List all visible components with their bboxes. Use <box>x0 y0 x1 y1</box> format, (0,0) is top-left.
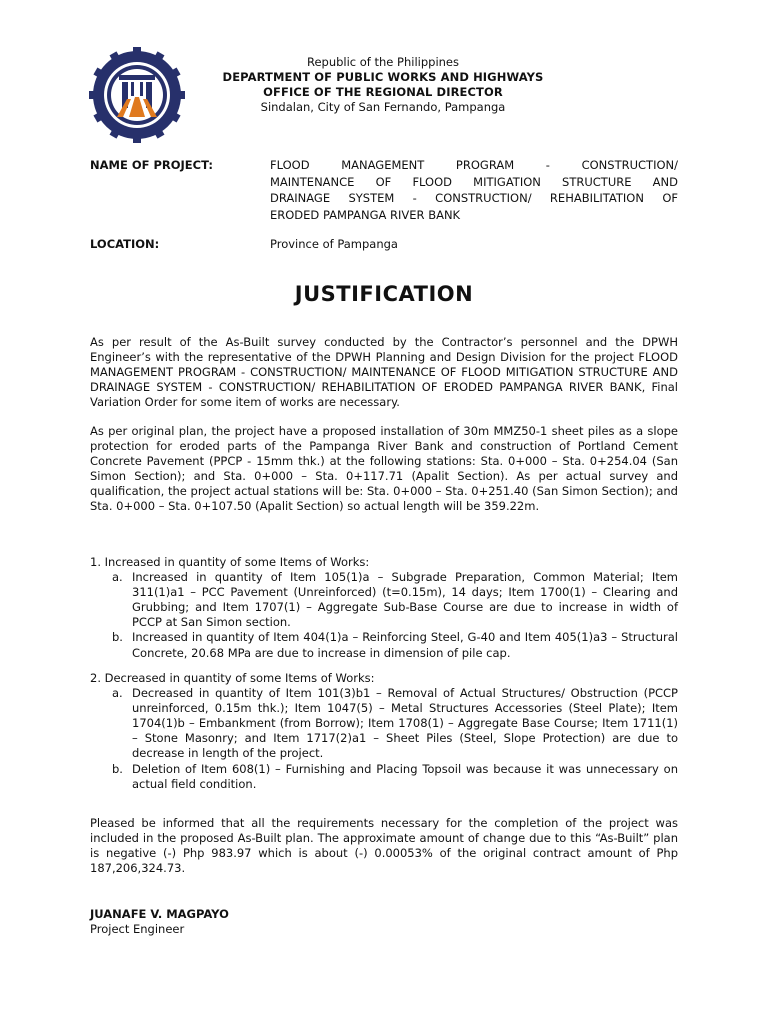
list-marker: b. <box>112 761 123 776</box>
list-marker: a. <box>112 570 123 585</box>
project-name-line: ERODED PAMPANGA RIVER BANK <box>270 207 461 222</box>
list-item <box>90 570 678 630</box>
list-item-text: Deletion of Item 608(1) – Furnishing and Placing Topsoil was because it was unnecessary on actual field condition. <box>132 761 678 791</box>
paragraph-conclusion: Pleased be informed that all the requirements necessary for the completion of the project was included in the proposed As-Built plan. The approximate amount of change due to this “As-Built” plan is negative (-) Php 983.97 which is about (-) 0.00053% of the original contract amount of Php 187,206,324.73. <box>90 816 678 876</box>
letterhead <box>190 55 576 115</box>
project-name-value <box>270 157 678 223</box>
location-label: LOCATION: <box>90 237 160 251</box>
list-item <box>90 630 678 660</box>
project-name-line: MAINTENANCE OF FLOOD MITIGATION STRUCTURE AND <box>270 174 678 189</box>
dpwh-seal-icon <box>89 47 185 143</box>
paragraph-intro: As per result of the As-Built survey conducted by the Contractor’s personnel and the DPWH Engineer’s with the representative of the DPWH Planning and Design Division for the project FLOOD MANAGEMENT PROGRAM - CONSTRUCTION/ MAINTENANCE OF FLOOD MITIGATION STRUCTURE AND DRAINAGE SYSTEM - CONSTRUCTION/ REHABILITATION OF ERODED PAMPANGA RIVER BANK, Final Variation Order for some item of works are necessary. <box>90 335 678 410</box>
list-item <box>90 762 678 792</box>
increased-items-list <box>90 555 678 661</box>
document-title: JUSTIFICATION <box>294 282 474 306</box>
list-marker: b. <box>112 630 123 645</box>
department-line: DEPARTMENT OF PUBLIC WORKS AND HIGHWAYS <box>222 70 544 84</box>
list-heading: 2. Decreased in quantity of some Items of Works: <box>90 671 375 685</box>
list-marker: a. <box>112 686 123 701</box>
signatory-name: JUANAFE V. MAGPAYO <box>90 907 229 921</box>
project-name-label: NAME OF PROJECT: <box>90 158 213 172</box>
list-item <box>90 686 678 761</box>
decreased-items-list <box>90 671 678 792</box>
list-item-text: Increased in quantity of Item 404(1)a – Reinforcing Steel, G-40 and Item 405(1)a3 – Structural Concrete, 20.68 MPa are due to increase in dimension of pile cap. <box>132 630 678 660</box>
project-name-line: DRAINAGE SYSTEM - CONSTRUCTION/ REHABILITATION OF <box>270 191 678 205</box>
list-heading: 1. Increased in quantity of some Items of Works: <box>90 555 370 569</box>
signatory-role: Project Engineer <box>90 922 185 936</box>
paragraph-original-plan: As per original plan, the project have a proposed installation of 30m MMZ50-1 sheet piles as a slope protection for eroded parts of the Pampanga River Bank and construction of Portland Cement Concrete Pavement (PPCP - 15mm thk.) at the following stations: Sta. 0+000 – Sta. 0+254.04 (San Simon Section); and Sta. 0+000 – Sta. 0+117.71 (Apalit Section). As per actual survey and qualification, the project actual stations will be: Sta. 0+000 – Sta. 0+251.40 (San Simon Section); and Sta. 0+000 – Sta. 0+107.50 (Apalit Section) so actual length will be 359.22m. <box>90 424 678 514</box>
location-value: Province of Pampanga <box>270 237 398 251</box>
republic-line: Republic of the Philippines <box>306 55 460 69</box>
project-name-line: FLOOD MANAGEMENT PROGRAM - CONSTRUCTION/ <box>270 158 678 172</box>
list-item-text: Decreased in quantity of Item 101(3)b1 – Removal of Actual Structures/ Obstruction (PCCP unreinforced, 0.15m thk.); Item 1047(5) – Metal Structures Accessories (Steel Plate); Item 1704(1)b – Embankment (from Borrow); Item 1708(1) – Aggregate Base Course; Item 1711(1) – Stone Masonry; and Item 1717(2)a1 – Sheet Piles (Steel, Slope Protection) are due to decrease in length of the project. <box>132 686 678 761</box>
list-item-text: Increased in quantity of Item 105(1)a – Subgrade Preparation, Common Material; Item 311(1)a1 – PCC Pavement (Unreinforced) (t=0.15m), 14 days; Item 1700(1) – Clearing and Grubbing; and Item 1707(1) – Aggregate Sub-Base Course are due to increase in width of PCCP at San Simon section. <box>132 570 678 630</box>
address-line: Sindalan, City of San Fernando, Pampanga <box>260 100 506 114</box>
office-line: OFFICE OF THE REGIONAL DIRECTOR <box>263 85 503 99</box>
